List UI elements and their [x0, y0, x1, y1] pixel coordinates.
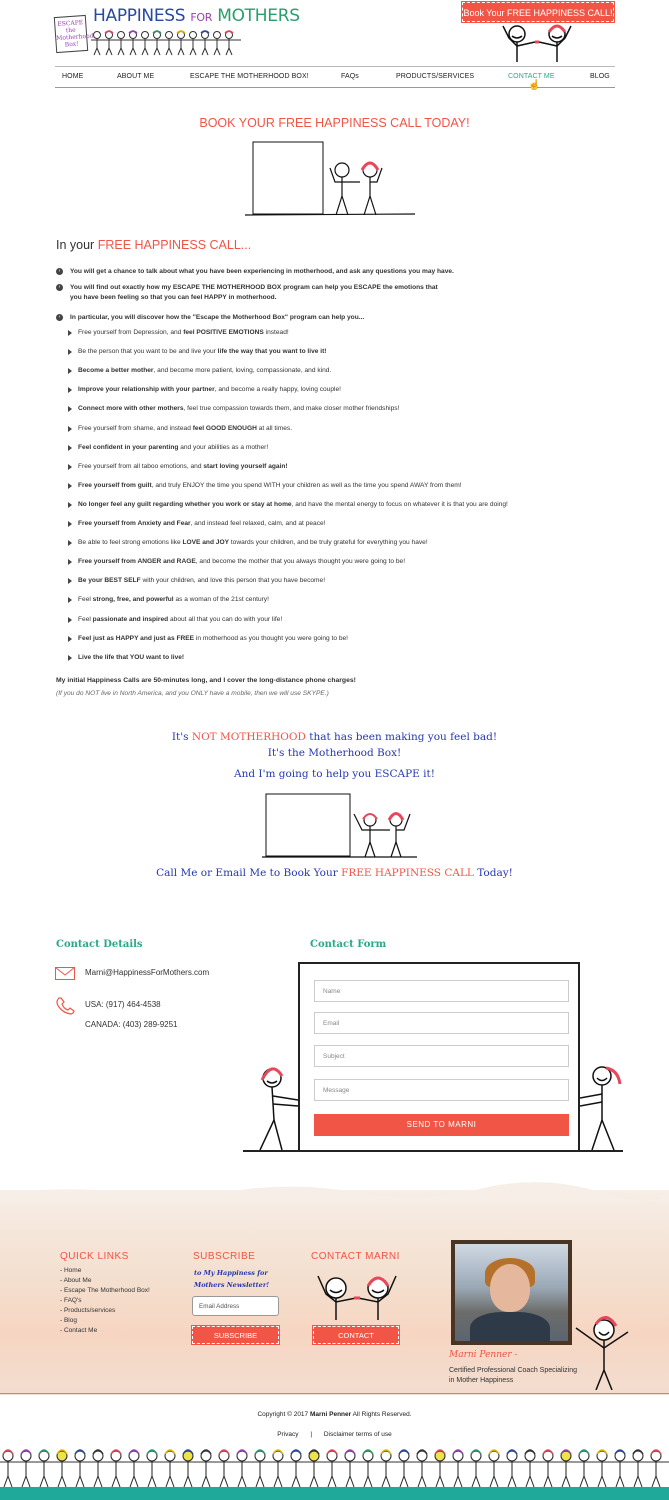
- benefit-text-plain: Feel: [78, 615, 93, 623]
- photo-shirt: [470, 1312, 550, 1345]
- benefit-text: [78, 367, 331, 374]
- message-field[interactable]: Message: [314, 1079, 569, 1101]
- benefit-text-plain: , and become more patient, loving, compassionate, and kind.: [153, 367, 332, 375]
- nav-blog[interactable]: BLOG: [590, 73, 610, 80]
- email-field[interactable]: Email: [314, 1012, 569, 1034]
- envelope-icon: [55, 967, 75, 980]
- quick-link-faqs[interactable]: - FAQ's: [60, 1297, 82, 1304]
- contact-phone-canada[interactable]: CANADA: (403) 289-9251: [85, 1020, 178, 1029]
- benefit-text: [78, 577, 325, 584]
- bullet-text: you have been feeling so that you can feel HAPPY in motherhood.: [70, 294, 277, 301]
- benefit-text-bold: Connect more with other mothers: [78, 405, 184, 413]
- stick-figures-logo-icon: [91, 30, 241, 56]
- copyright-c: All Rights Reserved.: [351, 1411, 412, 1418]
- benefit-text-bold: Free yourself from Anxiety and Fear: [78, 520, 191, 527]
- ground-line: [243, 1150, 623, 1152]
- benefit-text: [78, 539, 428, 546]
- nav-escape-motherhood-box[interactable]: ESCAPE THE MOTHERHOOD BOX!: [190, 73, 309, 80]
- logo-motherhood: Motherhood: [56, 32, 94, 43]
- subject-field[interactable]: Subject: [314, 1045, 569, 1067]
- mom-pushing-right-illustration: [580, 1062, 625, 1154]
- benefit-text-plain: in motherhood as you thought you were going to be!: [194, 634, 349, 642]
- book-happiness-call-button[interactable]: Book Your FREE HAPPINESS CALL!: [462, 2, 614, 22]
- benefit-text-bold: feel POSITIVE EMOTIONS: [183, 329, 264, 336]
- logo-box-word: Box!: [64, 40, 79, 49]
- benefit-text-bold: passionate and inspired: [92, 615, 169, 623]
- subscribe-heading: SUBSCRIBE: [193, 1251, 256, 1262]
- triangle-bullet-icon: [68, 464, 72, 470]
- benefit-text-bold: strong, free, and powerful: [92, 596, 174, 604]
- calls-note: My initial Happiness Calls are 50-minutes long, and I cover the long-distance phone charges!: [56, 677, 356, 684]
- benefit-text-plain: Free yourself from all taboo emotions, and: [78, 462, 204, 470]
- nav-faqs[interactable]: FAQs: [341, 73, 359, 80]
- benefit-text-bold: Free yourself from ANGER and RAGE: [78, 558, 196, 566]
- contact-phone-usa[interactable]: USA: (917) 464-4538: [85, 1000, 161, 1009]
- cert-line-2: in Mother Happiness: [449, 1377, 514, 1384]
- not-motherhood-line: [0, 731, 669, 743]
- contact-form-heading: Contact Form: [310, 939, 387, 950]
- marni-title: [449, 1366, 599, 1386]
- copyright: [0, 1411, 669, 1418]
- circle-arrow-icon: ›: [56, 268, 63, 275]
- name-field[interactable]: Name: [314, 980, 569, 1002]
- photo-face: [490, 1264, 530, 1312]
- page-title: BOOK YOUR FREE HAPPINESS CALL TODAY!: [199, 116, 470, 130]
- logo-title: [93, 6, 300, 26]
- triangle-bullet-icon: [68, 445, 72, 451]
- call-a: Call Me or Email Me to Book Your: [156, 867, 342, 879]
- logo-happiness: HAPPINESS: [93, 6, 186, 26]
- benefit-text-bold: Free yourself from guilt: [78, 481, 152, 489]
- bullet-text: You will get a chance to talk about what you have been experiencing in motherhood, and ask any questions you may have.: [70, 268, 454, 275]
- quick-link-escape[interactable]: - Escape The Motherhood Box!: [60, 1287, 150, 1294]
- triangle-bullet-icon: [68, 578, 72, 584]
- triangle-bullet-icon: [68, 406, 72, 412]
- quick-link-products[interactable]: - Products/services: [60, 1307, 116, 1314]
- benefit-text-plain: towards your children, and be truly grateful for everything you have!: [229, 539, 428, 547]
- benefit-text-bold: life the way that you want to live it!: [217, 348, 327, 356]
- benefit-text: [78, 635, 348, 642]
- hugging-moms-footer-icon: [310, 1272, 405, 1320]
- circle-arrow-icon: ›: [56, 314, 63, 321]
- triangle-bullet-icon: [68, 617, 72, 623]
- in-your-heading: [56, 238, 251, 252]
- benefit-text: [78, 616, 282, 623]
- subscribe-button[interactable]: SUBSCRIBE: [192, 1326, 279, 1344]
- contact-form: [298, 962, 580, 1152]
- benefit-text: [78, 520, 326, 527]
- contact-details-heading: Contact Details: [56, 939, 143, 950]
- triangle-bullet-icon: [68, 426, 72, 432]
- triangle-bullet-icon: [68, 387, 72, 393]
- benefit-text-bold: LOVE and JOY: [182, 539, 230, 547]
- circle-arrow-icon: ›: [56, 284, 63, 291]
- benefit-text-bold: feel GOOD ENOUGH: [192, 424, 257, 432]
- quick-link-blog[interactable]: - Blog: [60, 1317, 77, 1324]
- benefit-text-plain: with your children, and love this person that you have become!: [140, 577, 326, 585]
- motherhood-box-line: It's the Motherhood Box!: [267, 747, 402, 759]
- benefit-text-bold: start loving yourself again!: [203, 462, 288, 470]
- hugging-moms-icon: [495, 22, 585, 62]
- motherhood-box-logo-mark: [54, 15, 94, 53]
- benefit-text: [78, 348, 326, 355]
- benefit-text-bold: No longer feel any guilt regarding whether you work or stay at home: [78, 500, 292, 508]
- mom-pushing-left-illustration: [252, 1064, 300, 1154]
- in-your-red-text: FREE HAPPINESS CALL...: [97, 238, 252, 252]
- calls-sub-note: (If you do NOT live in North America, and you ONLY have a mobile, then we will use SKYPE.): [56, 690, 329, 697]
- box-and-moms-illustration: [245, 138, 420, 220]
- triangle-bullet-icon: [68, 540, 72, 546]
- contact-marni-heading: CONTACT MARNI: [311, 1251, 400, 1262]
- disclaimer-link[interactable]: Disclaimer terms of use: [323, 1431, 392, 1438]
- benefit-text-plain: Free yourself from Depression, and: [78, 329, 184, 336]
- copyright-owner: Marni Penner: [309, 1411, 352, 1418]
- benefit-text: [78, 558, 405, 565]
- triangle-bullet-icon: [68, 330, 72, 336]
- box-and-moms-illustration-2: [262, 792, 422, 860]
- triangle-bullet-icon: [68, 349, 72, 355]
- benefit-text: [78, 386, 341, 393]
- benefit-text-bold: Live the life that YOU want to live!: [78, 653, 185, 661]
- hand-cursor-icon: ☝: [528, 80, 541, 91]
- not-b: that has been making you feel bad!: [305, 731, 498, 743]
- benefit-text-plain: as a woman of the 21st century!: [173, 596, 269, 604]
- benefit-text-bold: Be your BEST SELF: [78, 577, 141, 585]
- benefit-text-plain: at all times.: [256, 424, 293, 432]
- footer-divider: [0, 1393, 669, 1394]
- benefit-text: [78, 596, 269, 603]
- nav-contact-me[interactable]: CONTACT ME: [508, 73, 555, 80]
- call-b: Today!: [473, 867, 513, 879]
- benefit-text: [78, 329, 289, 336]
- logo-mothers: MOTHERS: [217, 6, 300, 26]
- quick-links-heading: QUICK LINKS: [60, 1251, 129, 1262]
- nav-products-services[interactable]: PRODUCTS/SERVICES: [396, 73, 475, 80]
- triangle-bullet-icon: [68, 502, 72, 508]
- benefit-text-bold: Improve your relationship with your partner: [78, 386, 215, 394]
- quick-link-contact[interactable]: - Contact Me: [60, 1327, 98, 1334]
- footer-wave-edge: [0, 1182, 669, 1202]
- cert-line-1: Certified Professional Coach Specializing: [449, 1367, 578, 1374]
- nav-home[interactable]: HOME: [62, 73, 84, 80]
- send-to-marni-button[interactable]: SEND TO MARNI: [314, 1114, 569, 1136]
- nav-about-me[interactable]: ABOUT ME: [117, 73, 155, 80]
- logo-escape: ESCAPE: [57, 19, 84, 28]
- triangle-bullet-icon: [68, 597, 72, 603]
- benefit-text-plain: about all that you can do with your life!: [168, 615, 283, 623]
- benefit-text: [78, 425, 292, 432]
- benefit-text-plain: , and become a really happy, loving couple!: [214, 386, 342, 394]
- contact-email[interactable]: Marni@HappinessForMothers.com: [85, 968, 210, 977]
- benefit-text-plain: , and become the mother that you always thought you were going to be!: [195, 558, 406, 566]
- subscribe-text-line-1: to My Happiness for: [194, 1269, 268, 1277]
- copyright-a: Copyright © 2017: [257, 1411, 310, 1418]
- benefit-text-plain: Be the person that you want to be and live your: [78, 348, 218, 356]
- link-separator: |: [310, 1431, 313, 1438]
- benefit-text-plain: and your abilities as a mother!: [178, 443, 269, 451]
- logo-for: FOR: [190, 11, 213, 24]
- newsletter-email-input[interactable]: Email Address: [192, 1296, 279, 1316]
- benefit-text-plain: , feel true compassion towards them, and make closer mother friendships!: [183, 405, 400, 413]
- footer-bar: [0, 1487, 669, 1500]
- bullet-text: You will find out exactly how my ESCAPE THE MOTHERHOOD BOX program can help you ESCAPE the emotions that: [70, 284, 438, 291]
- benefit-text: [78, 405, 399, 412]
- bullet-text: In particular, you will discover how the "Escape the Motherhood Box" program can help you...: [70, 314, 365, 321]
- triangle-bullet-icon: [68, 368, 72, 374]
- benefit-text-plain: instead!: [263, 329, 289, 336]
- in-your-text: In your: [56, 238, 98, 252]
- logo-the: the: [65, 26, 76, 35]
- triangle-bullet-icon: [68, 636, 72, 642]
- call-red: FREE HAPPINESS CALL: [341, 867, 474, 879]
- triangle-bullet-icon: [68, 521, 72, 527]
- marni-photo: [451, 1240, 572, 1345]
- contact-button[interactable]: CONTACT: [313, 1326, 399, 1344]
- benefit-text: [78, 654, 184, 661]
- escape-it-line: And I'm going to help you ESCAPE it!: [234, 768, 435, 780]
- benefit-text-bold: Feel just as HAPPY and just as FREE: [78, 634, 195, 642]
- benefit-text: [78, 463, 288, 470]
- triangle-bullet-icon: [68, 655, 72, 661]
- benefit-text-bold: Feel confident in your parenting: [78, 443, 179, 451]
- not-red: NOT MOTHERHOOD: [191, 731, 306, 743]
- benefit-text-bold: Become a better mother: [78, 367, 154, 375]
- benefit-text-plain: , and instead feel relaxed, calm, and at peace!: [190, 520, 326, 527]
- stick-figure-row-icon: [0, 1448, 669, 1488]
- benefit-text-plain: Feel: [78, 596, 93, 604]
- benefit-text: [78, 482, 462, 489]
- subscribe-text: [194, 1267, 269, 1291]
- call-email-line: [0, 867, 669, 879]
- privacy-link[interactable]: Privacy: [277, 1431, 299, 1438]
- triangle-bullet-icon: [68, 483, 72, 489]
- marni-name: Marni Penner -: [449, 1350, 518, 1360]
- subscribe-text-line-2: Mothers Newsletter!: [194, 1281, 270, 1289]
- phone-icon: [55, 997, 75, 1015]
- benefit-text-plain: , and have the mental energy to focus on whatever it is that you are doing!: [291, 500, 508, 508]
- footer-links: [0, 1431, 669, 1438]
- site-logo[interactable]: [55, 6, 300, 54]
- quick-link-home[interactable]: - Home: [60, 1267, 82, 1274]
- benefit-text: [78, 444, 268, 451]
- benefit-text: [78, 501, 508, 508]
- not-a: It's: [171, 731, 192, 743]
- quick-link-about[interactable]: - About Me: [60, 1277, 92, 1284]
- benefit-text-plain: , and truly ENJOY the time you spend WITH your children as well as the time you spend AWAY from them!: [151, 481, 462, 489]
- benefit-text-plain: Free yourself from shame, and instead: [78, 424, 193, 432]
- benefit-text-plain: Be able to feel strong emotions like: [78, 539, 183, 547]
- triangle-bullet-icon: [68, 559, 72, 565]
